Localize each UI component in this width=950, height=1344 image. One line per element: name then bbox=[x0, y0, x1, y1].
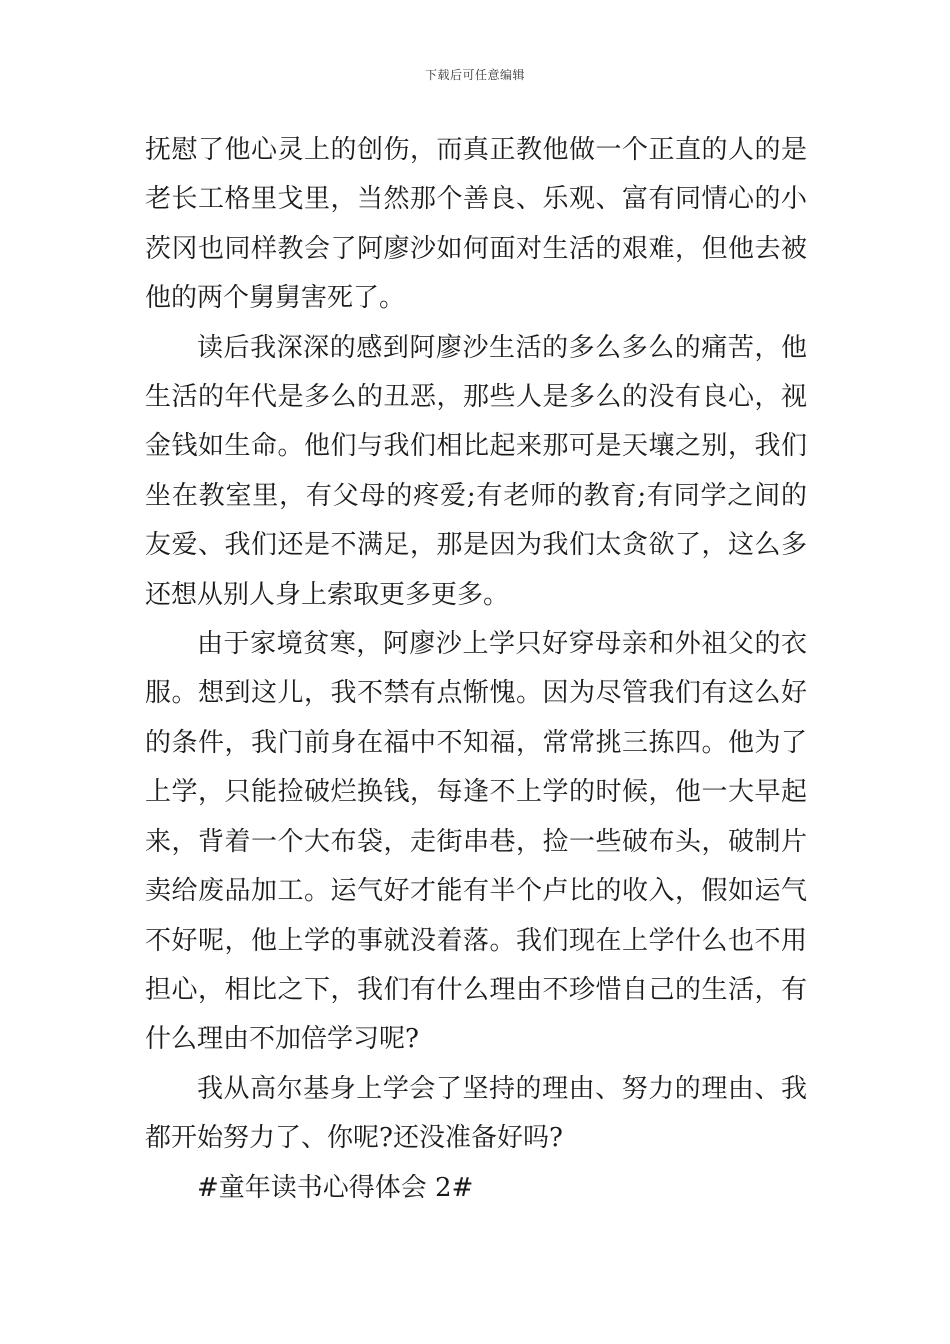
paragraph-3: 由于家境贫寒，阿廖沙上学只好穿母亲和外祖父的衣服。想到这儿，我不禁有点惭愧。因为尽管我们有这么好的条件，我门前身在福中不知福，常常挑三拣四。他为了上学，只能捡破烂换钱，每逢不上学的时候，他一大早起来，背着一个大布袋，走街串巷，捡一些破布头，破制片卖给废品加工。运气好才能有半个卢比的收入，假如运气不好呢，他上学的事就没着落。我们现在上学什么也不用担心，相比之下，我们有什么理由不珍惜自己的生活，有什么理由不加倍学习呢? bbox=[145, 629, 807, 1055]
section-heading: #童年读书心得体会 2# bbox=[197, 1172, 474, 1203]
header-note: 下载后可任意编辑 bbox=[424, 68, 525, 82]
paragraph-1: 抚慰了他心灵上的创伤，而真正教他做一个正直的人的是老长工格里戈里，当然那个善良、乐观、富有同情心的小茨冈也同样教会了阿廖沙如何面对生活的艰难，但他去被他的两个舅舅害死了。 bbox=[145, 135, 807, 314]
paragraph-2: 读后我深深的感到阿廖沙生活的多么多么的痛苦，他生活的年代是多么的丑恶，那些人是多么的没有良心，视金钱如生命。他们与我们相比起来那可是天壤之别，我们坐在教室里，有父母的疼爱;有老师的教育;有同学之间的友爱、我们还是不满足，那是因为我们太贪欲了，这么多还想从别人身上索取更多更多。 bbox=[145, 332, 807, 610]
paragraph-4: 我从高尔基身上学会了坚持的理由、努力的理由、我都开始努力了、你呢?还没准备好吗? bbox=[145, 1073, 807, 1154]
body-text bbox=[145, 126, 807, 1213]
